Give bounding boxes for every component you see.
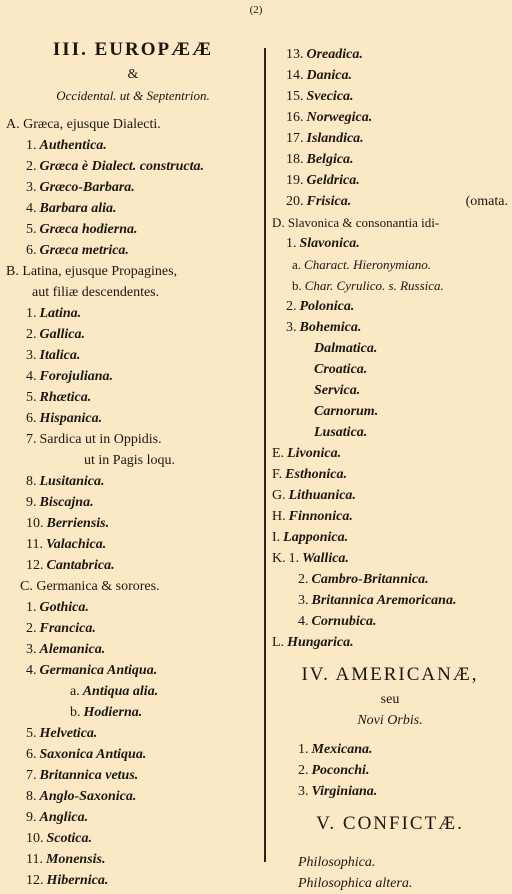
section-title-americanae: IV. AMERICANÆ,	[301, 664, 479, 685]
list-item: 4. Barbara alia.	[26, 201, 117, 216]
section-title-europaeae: III. EUROPÆÆ	[52, 39, 214, 60]
list-item: 3. Italica.	[26, 348, 81, 363]
list-item: 13. Oreadica.	[286, 47, 363, 62]
list-item: 12. Cantabrica.	[26, 558, 115, 573]
list-item: 11. Valachica.	[26, 537, 107, 552]
list-item: 15. Svecica.	[286, 89, 354, 104]
list-item: 12. Hibernica.	[26, 873, 109, 888]
list-item: 2. Francica.	[26, 621, 96, 636]
list-item: 4. Forojuliana.	[26, 369, 114, 384]
list-item: 1. Gothica.	[26, 600, 89, 615]
list-item: 3. Virginiana.	[298, 784, 378, 799]
group-d-list	[272, 233, 508, 443]
list-item: 17. Islandica.	[286, 131, 364, 146]
list-item: Philosophica.	[298, 855, 376, 870]
list-item: 4. Cornubica.	[298, 614, 377, 629]
group-a-title: A. Græca, ejusque Dialecti.	[6, 117, 161, 132]
list-item: Lusatica.	[314, 425, 368, 440]
group-b-subtitle: aut filiæ descendentes.	[32, 285, 160, 300]
group-c-title: C. Germanica & sorores.	[20, 579, 160, 594]
list-item: 5. Rhætica.	[26, 390, 92, 405]
list-item: E. Livonica.	[272, 446, 342, 461]
list-item: 7. Britannica vetus.	[26, 768, 139, 783]
list-item: 11. Monensis.	[26, 852, 106, 867]
germanic-continued-list	[272, 44, 508, 212]
list-item: G. Lithuanica.	[272, 488, 356, 503]
list-item: 6. Græca metrica.	[26, 243, 129, 258]
list-item: Servica.	[314, 383, 361, 398]
list-item: 1. Latina.	[26, 306, 82, 321]
section-title-confictae: V. CONFICTÆ.	[316, 813, 464, 834]
list-item: 19. Geldrica.	[286, 173, 360, 188]
section-subtitle: Occidental. ut & Septentrion.	[56, 88, 210, 103]
list-item: 20. Frisica. (omata.	[272, 191, 508, 212]
list-item: 4. Germanica Antiqua.	[26, 663, 158, 678]
list-item: H. Finnonica.	[272, 509, 353, 524]
list-item: 2. Polonica.	[286, 299, 355, 314]
group-l: L. Hungarica.	[272, 635, 354, 650]
list-item: 5. Græca hodierna.	[26, 222, 138, 237]
list-item: 2. Poconchi.	[298, 763, 370, 778]
americanae-subtitle: Novi Orbis.	[357, 713, 423, 728]
list-item: I. Lapponica.	[272, 530, 349, 545]
group-d-title: D. Slavonica & consonantia idi-	[272, 215, 440, 230]
list-item: 6. Saxonica Antiqua.	[26, 747, 147, 762]
page-number: (2)	[249, 4, 263, 16]
list-item: 14. Danica.	[286, 68, 352, 83]
list-item: 7. Sardica ut in Oppidis.	[26, 432, 162, 447]
list-item: Croatica.	[314, 362, 368, 377]
list-item: 16. Norwegica.	[286, 110, 373, 125]
list-item: 6. Hispanica.	[26, 411, 103, 426]
list-item: 2. Græca è Dialect. constructa.	[26, 159, 204, 174]
list-item: F. Esthonica.	[272, 467, 348, 482]
list-item: 1. Mexicana.	[298, 742, 373, 757]
list-item: 1. Slavonica.	[286, 236, 360, 251]
line-continuation: (omata.	[465, 194, 508, 209]
letter-groups	[272, 443, 508, 548]
right-column	[272, 44, 508, 894]
confictae-list	[272, 852, 508, 894]
list-item: Carnorum.	[314, 404, 379, 419]
list-item: Dalmatica.	[314, 341, 378, 356]
list-item: K. 1. Wallica.	[272, 551, 349, 566]
group-b-title: B. Latina, ejusque Propagines,	[6, 264, 178, 279]
list-item: 9. Biscajna.	[26, 495, 94, 510]
list-item: 8. Lusitanica.	[26, 474, 105, 489]
list-item: 10. Scotica.	[26, 831, 92, 846]
ampersand: &	[127, 67, 139, 82]
left-column	[6, 36, 260, 891]
americanae-seu: seu	[380, 692, 400, 707]
list-item: a. Antiqua alia.	[70, 684, 159, 699]
americanae-list	[272, 739, 508, 802]
list-item: b. Hodierna.	[70, 705, 143, 720]
list-item: 3. Alemanica.	[26, 642, 106, 657]
list-item: 10. Berriensis.	[26, 516, 110, 531]
list-item: 3. Græco-Barbara.	[26, 180, 135, 195]
list-item: a. Charact. Hieronymiano.	[292, 257, 432, 272]
list-item: b. Char. Cyrulico. s. Russica.	[292, 278, 444, 293]
group-a-list	[6, 135, 260, 261]
list-item: 3. Bohemica.	[286, 320, 362, 335]
list-item: 2. Cambro-Britannica.	[298, 572, 429, 587]
column-divider	[264, 48, 266, 862]
list-item: 1. Authentica.	[26, 138, 107, 153]
list-item: ut in Pagis loqu.	[84, 453, 176, 468]
list-item: Philosophica altera.	[298, 876, 413, 891]
list-item: 18. Belgica.	[286, 152, 354, 167]
list-item: 5. Helvetica.	[26, 726, 98, 741]
list-item: 3. Britannica Aremoricana.	[298, 593, 457, 608]
list-item: 2. Gallica.	[26, 327, 85, 342]
list-item: 9. Anglica.	[26, 810, 89, 825]
group-b-list	[6, 303, 260, 576]
list-item: 8. Anglo-Saxonica.	[26, 789, 137, 804]
group-c-list	[6, 597, 260, 891]
group-k-list	[272, 548, 508, 632]
